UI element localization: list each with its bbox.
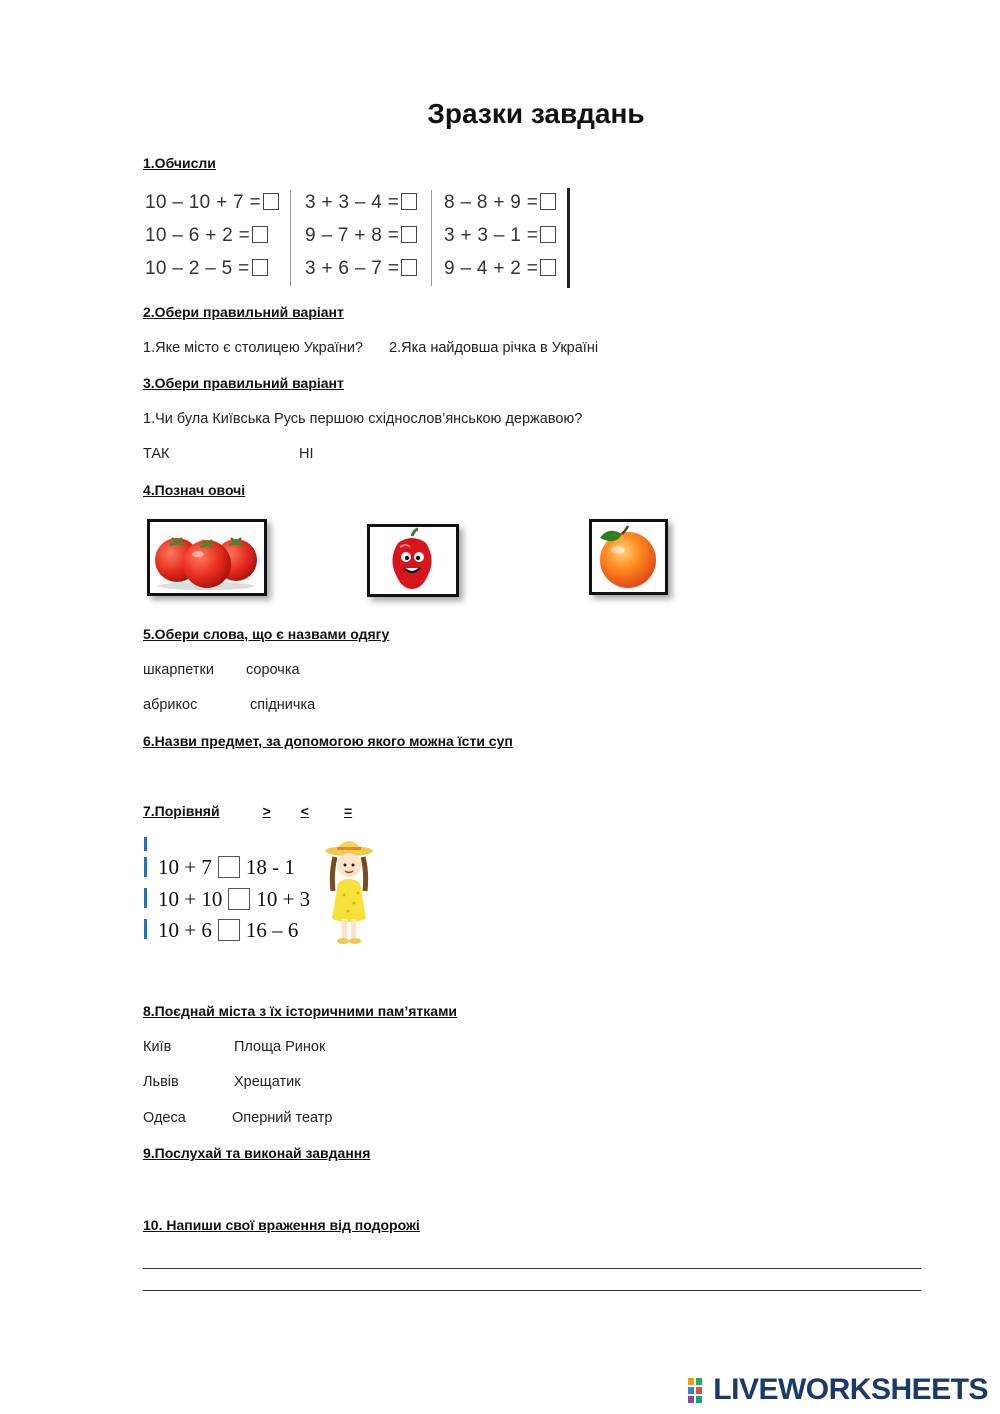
pepper-image[interactable] [367, 524, 459, 597]
page-title: Зразки завдань [427, 98, 645, 129]
sight-item[interactable]: Площа Ринок [234, 1039, 326, 1055]
city-item[interactable]: Одеса [143, 1110, 186, 1126]
compare-row: 10 + 7 18 - 1 [158, 855, 295, 879]
math-grid [143, 186, 571, 290]
decoration-bar [144, 888, 147, 908]
city-item[interactable]: Київ [143, 1039, 172, 1055]
section-4-heading: 4.Познач овочі [143, 482, 246, 498]
word-option[interactable]: шкарпетки [143, 662, 214, 678]
compare-box[interactable] [228, 888, 250, 910]
tomatoes-icon [150, 522, 263, 592]
section-7-heading: 7.Порівняй > < = [143, 803, 353, 819]
sight-item[interactable]: Оперний театр [232, 1110, 333, 1126]
section-3-heading: 3.Обери правильний варіант [143, 375, 344, 391]
answer-box[interactable] [540, 226, 556, 243]
math-equation: 9 – 7 + 8 = [305, 219, 417, 252]
answer-line[interactable] [143, 1268, 921, 1269]
section-9-heading: 9.Послухай та виконай завдання [143, 1145, 371, 1161]
word-option[interactable]: абрикос [143, 697, 198, 713]
answer-box[interactable] [252, 226, 268, 243]
math-equation: 10 – 2 – 5 = [145, 252, 279, 285]
pepper-icon [370, 527, 455, 593]
question-river: 2.Яка найдовша річка в Україні [389, 340, 599, 356]
section-8-heading: 8.Поєднай міста з їх історичними пам’ятками [143, 1003, 458, 1019]
city-item[interactable]: Львів [143, 1074, 179, 1090]
math-equation: 3 + 3 – 1 = [444, 219, 556, 252]
decoration-bar [144, 857, 147, 877]
answer-box[interactable] [540, 259, 556, 276]
column-divider [431, 190, 432, 286]
answer-line[interactable] [143, 1290, 921, 1291]
compare-row: 10 + 10 10 + 3 [158, 887, 311, 911]
answer-box[interactable] [252, 259, 268, 276]
word-option[interactable]: сорочка [246, 662, 300, 678]
math-equation: 3 + 6 – 7 = [305, 252, 417, 285]
decoration-bar [144, 837, 147, 851]
answer-box[interactable] [263, 193, 279, 210]
answer-box[interactable] [401, 259, 417, 276]
word-option[interactable]: спідничка [250, 697, 316, 713]
math-equation: 10 – 10 + 7 = [145, 186, 279, 219]
logo-text: LIVEWORKSHEETS [713, 1373, 988, 1406]
section-2-heading: 2.Обери правильний варіант [143, 304, 344, 320]
compare-box[interactable] [218, 856, 240, 878]
question-kyivan-rus: 1.Чи була Київська Русь першою східнослов’янською державою? [143, 411, 583, 427]
math-equation: 10 – 6 + 2 = [145, 219, 279, 252]
answer-box[interactable] [401, 226, 417, 243]
section-10-heading: 10. Напиши свої враження від подорожі [143, 1217, 420, 1233]
column-divider [290, 190, 291, 286]
decoration-bar [144, 919, 147, 939]
tomatoes-image[interactable] [147, 519, 267, 596]
answer-no[interactable]: НІ [299, 446, 314, 462]
math-equation: 9 – 4 + 2 = [444, 252, 556, 285]
math-equation: 8 – 8 + 9 = [444, 186, 556, 219]
question-capital: 1.Яке місто є столицею України? [143, 340, 363, 356]
sign-equal[interactable]: = [343, 803, 353, 819]
math-column-2 [305, 186, 417, 290]
math-column-3 [444, 186, 556, 290]
section-5-heading: 5.Обери слова, що є назвами одягу [143, 626, 390, 642]
liveworksheets-logo [687, 1372, 988, 1408]
compare-box[interactable] [218, 919, 240, 941]
compare-row: 10 + 6 16 – 6 [158, 918, 299, 942]
math-equation: 3 + 3 – 4 = [305, 186, 417, 219]
apple-icon [592, 522, 664, 591]
answer-box[interactable] [540, 193, 556, 210]
grid-border [567, 188, 570, 288]
sign-less[interactable]: < [300, 803, 309, 819]
answer-yes[interactable]: ТАК [143, 446, 170, 462]
sign-greater[interactable]: > [262, 803, 271, 819]
logo-icon [687, 1376, 711, 1404]
section-1-heading: 1.Обчисли [143, 155, 216, 171]
apple-image[interactable] [589, 519, 668, 595]
answer-box[interactable] [401, 193, 417, 210]
section-6-heading: 6.Назви предмет, за допомогою якого можна їсти суп [143, 733, 513, 749]
math-column-1 [145, 186, 279, 290]
girl-icon [318, 835, 380, 950]
sight-item[interactable]: Хрещатик [234, 1074, 301, 1090]
